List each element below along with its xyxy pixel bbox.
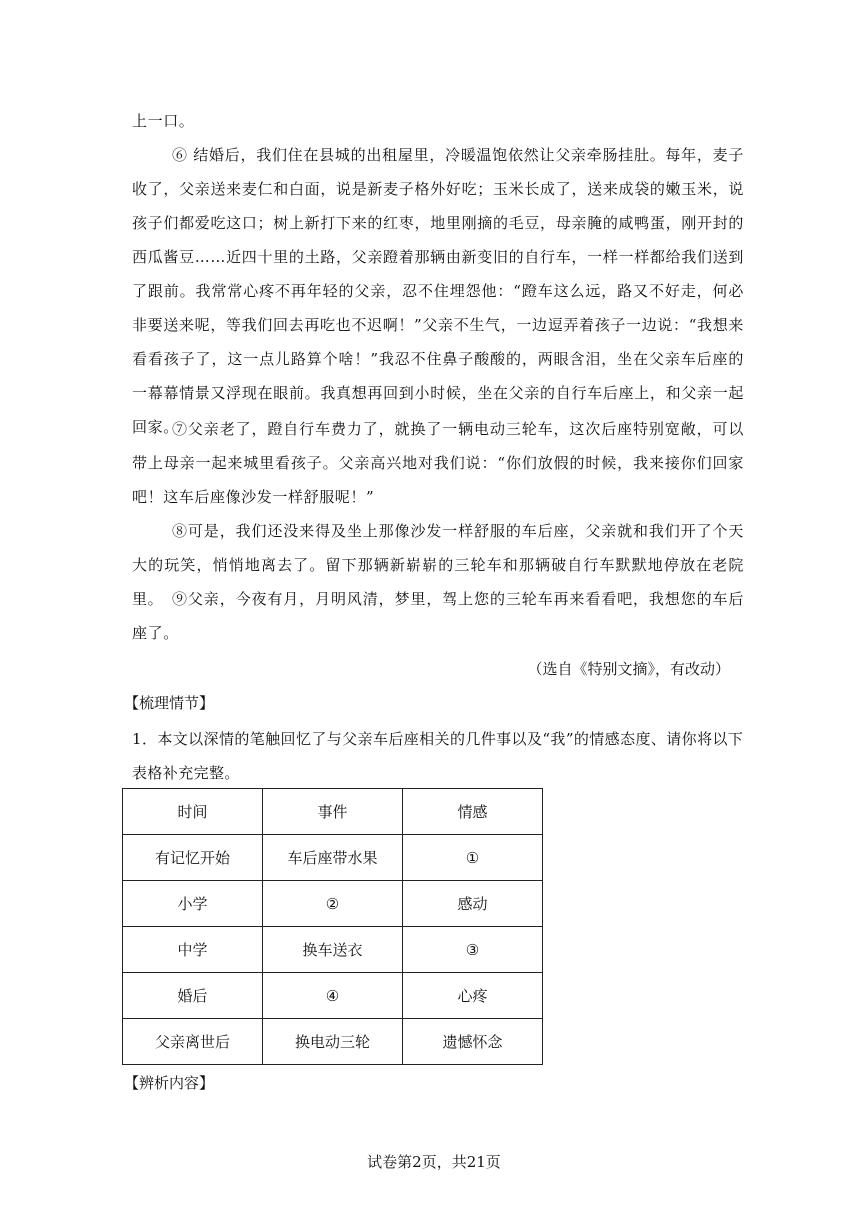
passage-paragraph-top: 上一口。 [132,112,195,130]
table-cell: 换车送衣 [263,927,403,973]
table-cell: 小学 [123,881,263,927]
table-cell: 换电动三轮 [263,1019,403,1065]
section-heading-organize: 【梳理情节】 [124,694,215,712]
table-cell: 婚后 [123,973,263,1019]
passage-paragraph-7: ⑦父亲老了，蹬自行车费力了，就换了一辆电动三轮车，这次后座特别宽敞，可以带上母亲一起来城里看孩子。父亲高兴地对我们说：“你们放假的时候，我来接你们回家吧！这车后座像沙发一样舒服呢！” [132,420,744,506]
question-1: 1．本文以深情的笔触回忆了与父亲车后座相关的几件事以及“我”的情感态度、请你将以下表格补充完整。 [132,730,744,782]
passage-paragraph-9: ⑨父亲，今夜有月，月明风清，梦里，驾上您的三轮车再来看看吧，我想您的车后座了。 [132,590,744,642]
table-row [123,973,543,1019]
table-cell-blank: ③ [403,927,543,973]
table-header-cell: 时间 [123,789,263,835]
table-header-row [123,789,543,835]
table-cell: 车后座带水果 [263,835,403,881]
table-cell-blank: ② [263,881,403,927]
table-row [123,835,543,881]
table-cell: 心疼 [403,973,543,1019]
table-cell: 有记忆开始 [123,835,263,881]
table-cell-blank: ① [403,835,543,881]
answer-table [122,788,543,1065]
table-cell: 感动 [403,881,543,927]
table-header-cell: 事件 [263,789,403,835]
passage-source: （选自《特别文摘》，有改动） [527,660,730,678]
table-cell: 中学 [123,927,263,973]
table-row [123,881,543,927]
table-cell-blank: ④ [263,973,403,1019]
table-cell: 遗憾怀念 [403,1019,543,1065]
passage-paragraph-6: ⑥ 结婚后，我们住在县城的出租屋里，冷暖温饱依然让父亲牵肠挂肚。每年，麦子收了，父亲送来麦仁和白面，说是新麦子格外好吃；玉米长成了，送来成袋的嫩玉米，说孩子们都爱吃这口；树上新打下来的红枣，地里刚摘的毛豆，母亲腌的咸鸭蛋，刚开封的西瓜酱豆……近四十里的土路，父亲蹬着那辆由新变旧的自行车，一样一样都给我们送到了跟前。我常常心疼不再年轻的父亲，忍不住埋怨他：“蹬车这么远，路又不好走，何必非要送来呢，等我们回去再吃也不迟啊！”父亲不生气，一边逗弄着孩子一边说：“我想来看看孩子了，这一点儿路算个啥！”我忍不住鼻子酸酸的，两眼含泪，坐在父亲车后座的一幕幕情景又浮现在眼前。我真想再回到小时候，坐在父亲的自行车后座上，和父亲一起回家。 [132,146,744,436]
section-heading-analyze: 【辨析内容】 [124,1074,215,1092]
table-row [123,927,543,973]
page-footer: 试卷第2页，共21页 [367,1153,501,1171]
passage-paragraph-8: ⑧可是，我们还没来得及坐上那像沙发一样舒服的车后座，父亲就和我们开了个天大的玩笑，悄悄地离去了。留下那辆新崭崭的三轮车和那辆破自行车默默地停放在老院里。 [132,522,744,608]
table-cell: 父亲离世后 [123,1019,263,1065]
table-header-cell: 情感 [403,789,543,835]
table-row [123,1019,543,1065]
